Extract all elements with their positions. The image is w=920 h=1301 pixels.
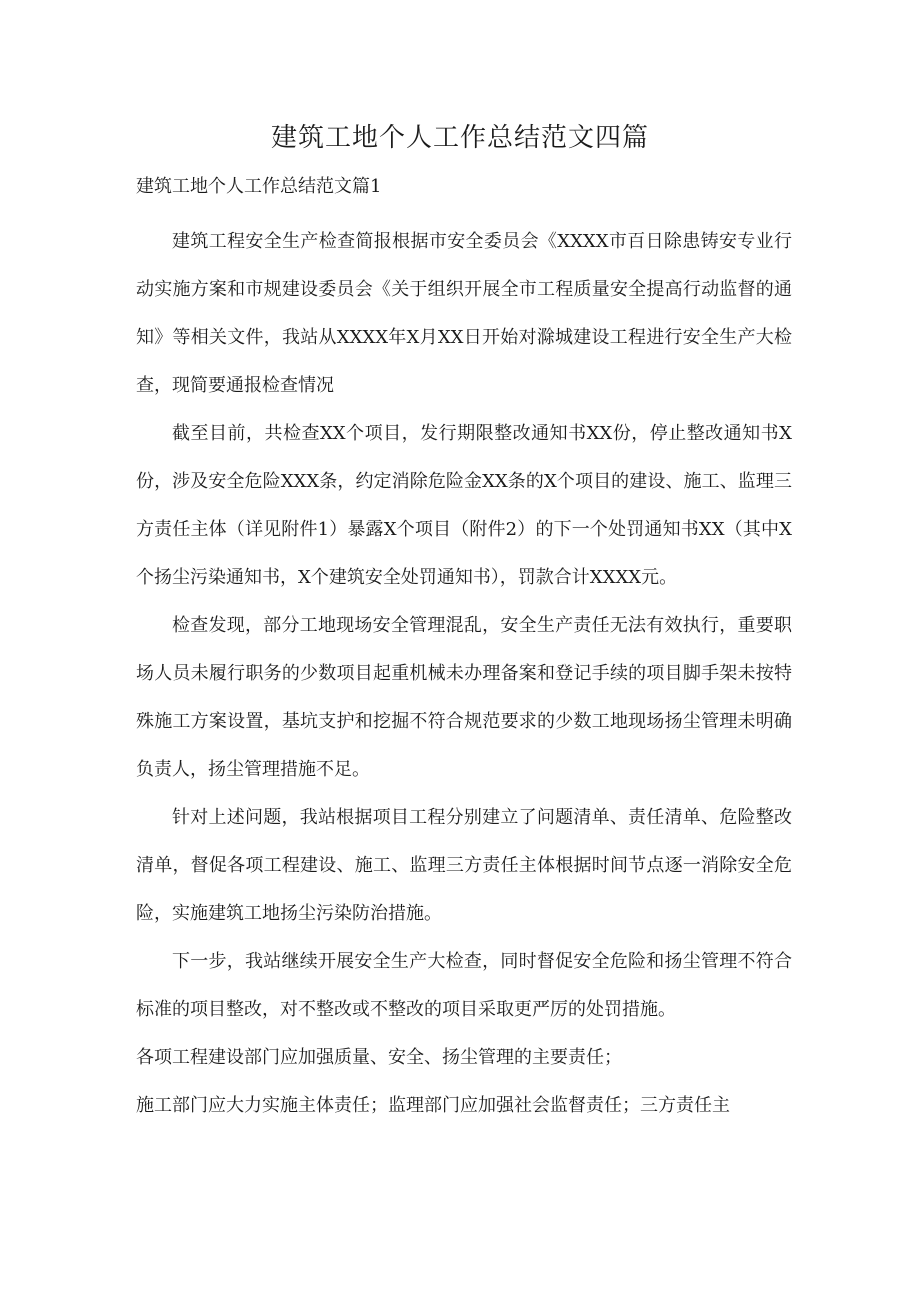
paragraph-line: 各项工程建设部门应加强质量、安全、扬尘管理的主要责任； — [136, 1047, 622, 1068]
paragraph: 建筑工程安全生产检查简报根据市安全委员会《XXXX市百日除患铸安专业行动实施方案和市规建设委员会《关于组织开展全市工程质量安全提高行动监督的通知》等相关文件，我站从XXXX年X月XX日开始对滁城建设工程进行安全生产大检查，现简要通报检查情况 — [136, 231, 792, 396]
paragraph: 截至目前，共检查XX个项目，发行期限整改通知书XX份，停止整改通知书X份，涉及安全危险XXX条，约定消除危险金XX条的X个项目的建设、施工、监理三方责任主体（详见附件1）暴露X个项目（附件2）的下一个处罚通知书XX（其中X个扬尘污染通知书，X个建筑安全处罚通知书），罚款合计XXXX元。 — [136, 423, 792, 588]
paragraph-line: 施工部门应大力实施主体责任；监理部门应加强社会监督责任；三方责任主 — [136, 1095, 730, 1116]
paragraph: 下一步，我站继续开展安全生产大检查，同时督促安全危险和扬尘管理不符合标准的项目整改，对不整改或不整改的项目采取更严厉的处罚措施。 — [136, 951, 792, 1020]
paragraph: 检查发现，部分工地现场安全管理混乱，安全生产责任无法有效执行，重要职场人员未履行职务的少数项目起重机械未办理备案和登记手续的项目脚手架未按特殊施工方案设置，基坑支护和挖掘不符合规范要求的少数工地现场扬尘管理未明确负责人，扬尘管理措施不足。 — [136, 615, 792, 780]
paragraph: 针对上述问题，我站根据项目工程分别建立了问题清单、责任清单、危险整改清单，督促各项工程建设、施工、监理三方责任主体根据时间节点逐一消除安全危险，实施建筑工地扬尘污染防治措施。 — [136, 807, 792, 924]
section-heading: 建筑工地个人工作总结范文篇1 — [136, 176, 382, 197]
document-body — [136, 218, 792, 1130]
document-title: 建筑工地个人工作总结范文四篇 — [270, 123, 649, 153]
